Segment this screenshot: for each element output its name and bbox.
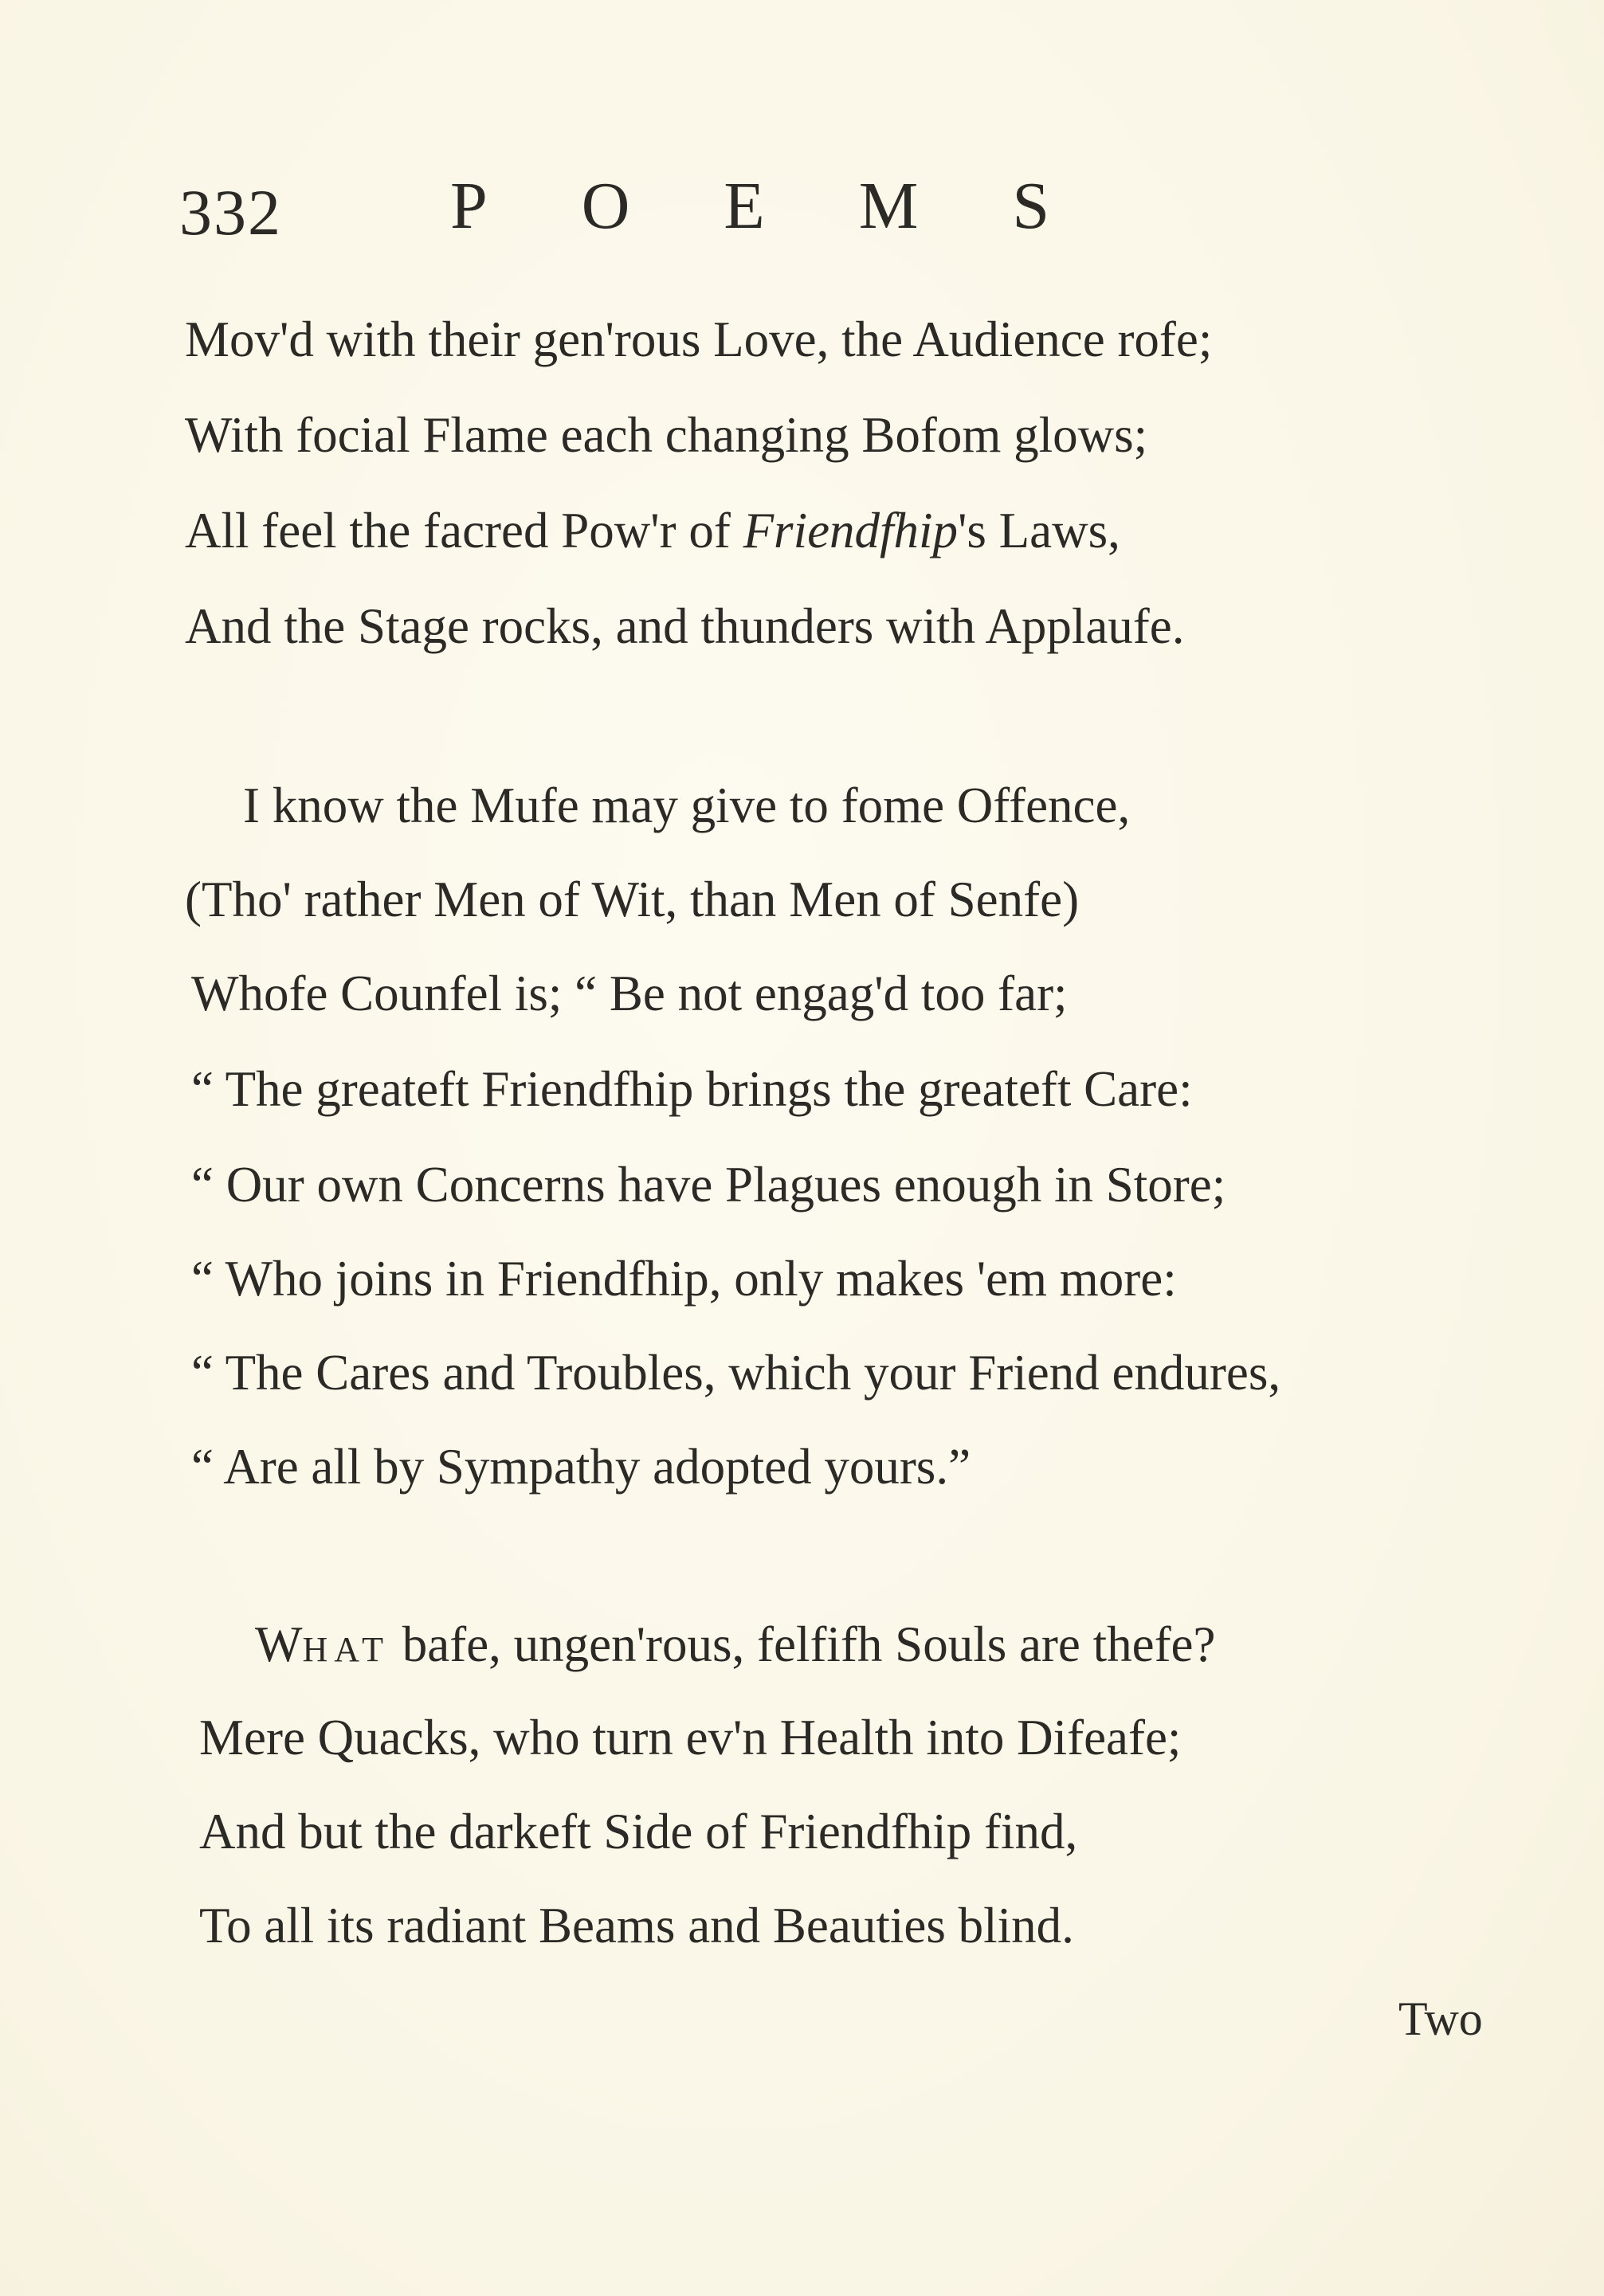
- verse-text: All feel the facred Pow'r of: [185, 503, 743, 558]
- verse-line: “ Our own Concerns have Plagues enough in Store;: [191, 1157, 1226, 1213]
- verse-line: “ Who joins in Friendfhip, only makes 'em more:: [191, 1251, 1177, 1307]
- verse-text: bafe, ungen'rous, felfifh Souls are thefe?: [390, 1616, 1216, 1672]
- initial-letter: W: [255, 1616, 303, 1672]
- verse-line: To all its radiant Beams and Beauties blind.: [199, 1898, 1074, 1953]
- verse-line: With focial Flame each changing Bofom glows;: [185, 407, 1148, 463]
- verse-line: Mov'd with their gen'rous Love, the Audience rofe;: [185, 311, 1213, 367]
- page-header: [179, 167, 1454, 255]
- verse-line: And but the darkeft Side of Friendfhip find,: [199, 1804, 1078, 1859]
- verse-line: “ Are all by Sympathy adopted yours.”: [191, 1439, 971, 1495]
- verse-line: [185, 503, 1120, 558]
- running-head: POEMS: [450, 169, 1144, 243]
- verse-line: (Tho' rather Men of Wit, than Men of Senfe): [185, 872, 1080, 927]
- verse-text: 's Laws,: [958, 503, 1120, 558]
- verse-line: [255, 1616, 1216, 1672]
- verse-line: “ The Cares and Troubles, which your Friend endures,: [191, 1345, 1281, 1401]
- verse-line: Whofe Counfel is; “ Be not engag'd too far;: [191, 966, 1068, 1021]
- verse-line: And the Stage rocks, and thunders with Applaufe.: [185, 598, 1185, 654]
- verse-line: “ The greateft Friendfhip brings the greateft Care:: [191, 1061, 1193, 1117]
- verse-line: Mere Quacks, who turn ev'n Health into Difeafe;: [199, 1710, 1182, 1765]
- small-caps: HAT: [302, 1630, 390, 1669]
- italic-word: Friendfhip: [743, 503, 959, 558]
- catchword: Two: [1398, 1992, 1483, 2045]
- verse-line: I know the Mufe may give to fome Offence,: [243, 778, 1131, 833]
- page-number: 332: [179, 176, 282, 249]
